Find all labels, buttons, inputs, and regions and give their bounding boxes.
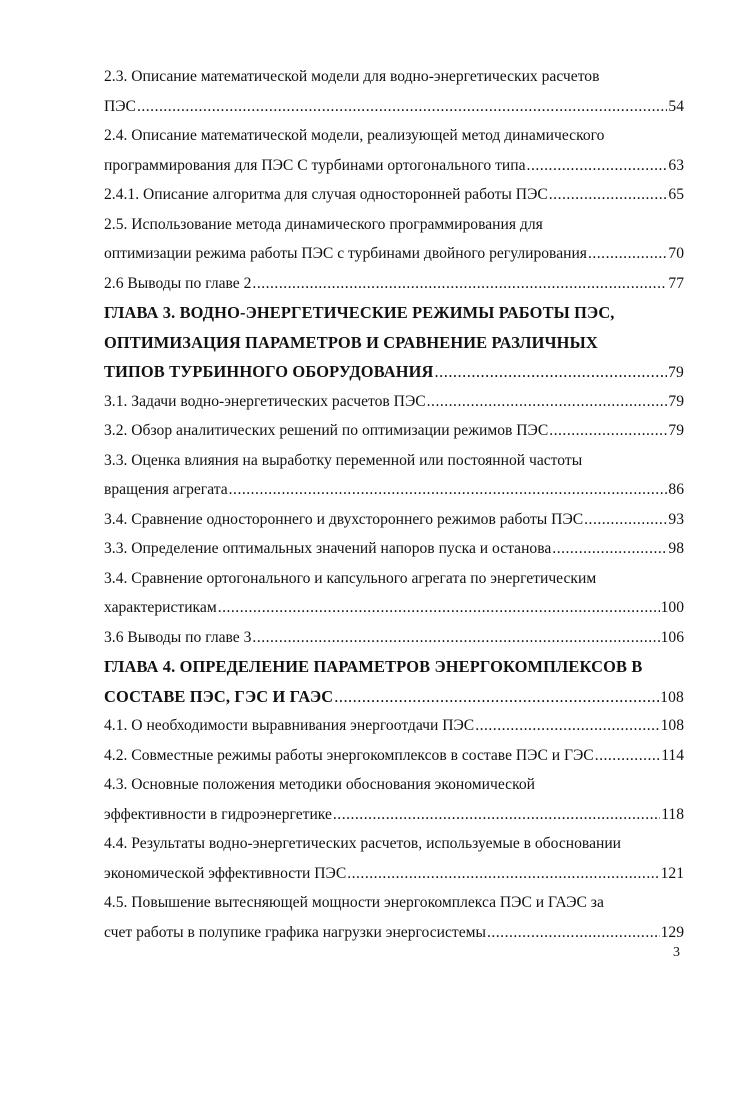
toc-entry-text: вращения агрегата <box>104 481 228 498</box>
toc-chapter-line <box>104 298 684 328</box>
toc-page-number: 118 <box>661 805 684 823</box>
toc-entry-line <box>104 239 684 269</box>
toc-dot-leader <box>595 741 660 771</box>
toc-entry-line <box>104 505 684 535</box>
toc-entry-text: программирования для ПЭС С турбинами ортогонального типа <box>104 156 526 174</box>
toc-entry-line <box>104 387 684 417</box>
toc-entry-text: 3.3. Оценка влияния на выработку переменной или постоянной частоты <box>104 451 583 469</box>
toc-dot-leader <box>218 593 660 623</box>
toc-chapter-line <box>104 357 684 387</box>
toc-entry-text: 4.3. Основные положения методики обоснования экономической <box>104 776 535 793</box>
toc-entry-line <box>104 800 684 830</box>
toc-entry-text: 4.5. Повышение вытесняющей мощности энергокомплекса ПЭС и ГАЭС за <box>104 894 604 911</box>
toc-dot-leader <box>584 505 667 535</box>
toc-entry-text: 2.5. Использование метода динамического программирования для <box>104 215 543 233</box>
toc-dot-leader <box>527 151 668 181</box>
toc-entry-line <box>104 534 684 564</box>
toc-entry-line <box>104 269 684 299</box>
toc-entry-line <box>104 770 684 800</box>
table-of-contents <box>104 62 684 947</box>
toc-page-number: 70 <box>668 245 684 262</box>
toc-dot-leader <box>549 416 667 446</box>
toc-entry-text: 3.3. Определение оптимальных значений напоров пуска и останова <box>104 540 552 557</box>
toc-entry-line <box>104 859 684 889</box>
toc-dot-leader <box>549 180 668 210</box>
toc-entry-line <box>104 829 684 859</box>
toc-dot-leader <box>475 711 659 741</box>
toc-dot-leader <box>333 800 660 830</box>
toc-dot-leader <box>435 357 668 387</box>
toc-entry-text: экономической эффективности ПЭС <box>104 864 347 882</box>
toc-page-number: 108 <box>660 688 684 706</box>
toc-dot-leader <box>347 859 659 889</box>
toc-entry-text: 3.4. Сравнение ортогонального и капсульного агрегата по энергетическим <box>104 569 597 587</box>
toc-chapter-line <box>104 652 684 682</box>
toc-entry-line <box>104 92 684 122</box>
toc-page-number: 86 <box>668 481 684 498</box>
toc-dot-leader <box>334 682 659 712</box>
toc-dot-leader <box>588 239 667 269</box>
toc-entry-line <box>104 416 684 446</box>
toc-entry-line <box>104 62 684 92</box>
toc-entry-text: 2.3. Описание математической модели для водно-энергетических расчетов <box>104 68 600 85</box>
toc-entry-text: характеристикам <box>104 599 217 616</box>
toc-entry-text: 2.6 Выводы по главе 2 <box>104 274 252 292</box>
toc-entry-line <box>104 564 684 594</box>
toc-chapter-line <box>104 682 684 712</box>
toc-page-number: 79 <box>668 392 684 410</box>
toc-entry-text: 2.4.1. Описание алгоритма для случая односторонней работы ПЭС <box>104 186 548 203</box>
toc-page-number: 65 <box>668 186 684 203</box>
toc-dot-leader <box>487 918 660 948</box>
toc-page-number: 54 <box>668 97 684 115</box>
toc-page-number: 100 <box>660 599 684 616</box>
toc-page-number: 98 <box>668 540 684 557</box>
toc-dot-leader <box>137 92 667 122</box>
toc-entry-text: ТИПОВ ТУРБИННОГО ОБОРУДОВАНИЯ <box>104 362 434 381</box>
toc-dot-leader <box>252 269 667 299</box>
toc-entry-text: 3.1. Задачи водно-энергетических расчетов ПЭС <box>104 392 426 410</box>
toc-dot-leader <box>427 387 668 417</box>
toc-entry-line <box>104 741 684 771</box>
toc-entry-text: ОПТИМИЗАЦИЯ ПАРАМЕТРОВ И СРАВНЕНИЕ РАЗЛИЧНЫХ <box>104 332 598 352</box>
toc-entry-text: ПЭС <box>104 97 136 115</box>
toc-entry-line <box>104 888 684 918</box>
toc-page-number: 108 <box>660 717 684 734</box>
toc-entry-text: 4.4. Результаты водно-энергетических расчетов, используемые в обосновании <box>104 835 622 852</box>
toc-entry-text: 4.1. О необходимости выравнивания энергоотдачи ПЭС <box>104 717 475 734</box>
toc-page-number: 121 <box>660 864 684 882</box>
toc-entry-text: 4.2. Совместные режимы работы энергокомплексов в составе ПЭС и ГЭС <box>104 746 594 764</box>
toc-entry-text: счет работы в полупике графика нагрузки энергосистемы <box>104 923 486 941</box>
toc-entry-line <box>104 446 684 476</box>
toc-entry-line <box>104 623 684 653</box>
toc-dot-leader <box>252 623 659 653</box>
toc-entry-text: оптимизации режима работы ПЭС с турбинами двойного регулирования <box>104 245 587 262</box>
toc-entry-text: 3.6 Выводы по главе 3 <box>104 628 252 646</box>
toc-entry-line <box>104 210 684 240</box>
toc-entry-text: 3.4. Сравнение одностороннего и двухстороннего режимов работы ПЭС <box>104 510 584 528</box>
toc-entry-line <box>104 918 684 948</box>
toc-entry-text: ГЛАВА 3. ВОДНО-ЭНЕРГЕТИЧЕСКИЕ РЕЖИМЫ РАБОТЫ ПЭС, <box>104 303 615 322</box>
toc-dot-leader <box>552 534 667 564</box>
toc-entry-text: 3.2. Обзор аналитических решений по оптимизации режимов ПЭС <box>104 422 549 439</box>
toc-entry-text: 2.4. Описание математической модели, реализующей метод динамического <box>104 127 605 144</box>
page-number: 3 <box>673 945 680 960</box>
toc-page-number: 79 <box>668 422 684 439</box>
toc-entry-line <box>104 151 684 181</box>
toc-entry-line <box>104 475 684 505</box>
toc-page-number: 79 <box>668 364 684 381</box>
toc-page-number: 77 <box>668 274 684 292</box>
toc-entry-text: ГЛАВА 4. ОПРЕДЕЛЕНИЕ ПАРАМЕТРОВ ЭНЕРГОКОМПЛЕКСОВ В <box>104 657 643 676</box>
toc-entry-text: эффективности в гидроэнергетике <box>104 805 332 823</box>
toc-chapter-line <box>104 328 684 358</box>
toc-entry-line <box>104 711 684 741</box>
toc-page-number: 63 <box>668 156 684 174</box>
toc-page-number: 114 <box>661 746 684 764</box>
toc-page-number: 106 <box>660 628 684 646</box>
toc-page-number: 93 <box>668 510 684 528</box>
toc-entry-text: СОСТАВЕ ПЭС, ГЭС И ГАЭС <box>104 686 334 706</box>
toc-dot-leader <box>229 475 668 505</box>
toc-page-number: 129 <box>660 923 684 941</box>
toc-entry-line <box>104 180 684 210</box>
toc-entry-line <box>104 593 684 623</box>
toc-entry-line <box>104 121 684 151</box>
